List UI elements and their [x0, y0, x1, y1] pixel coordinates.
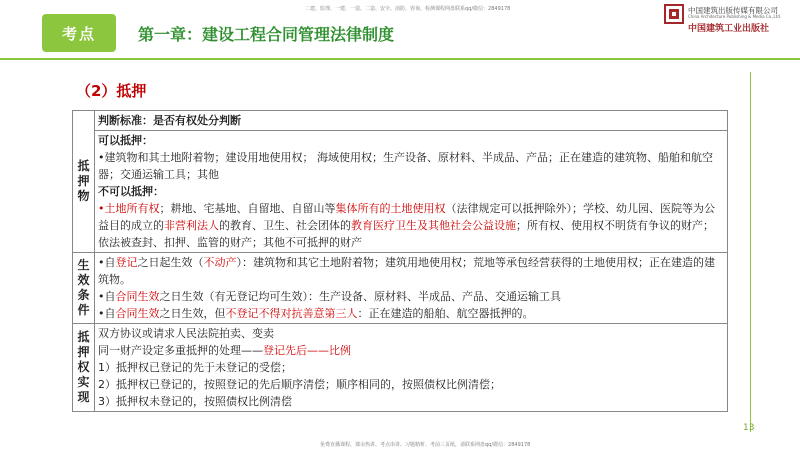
label-realization: 抵 押 权 实 现 — [73, 324, 95, 412]
bottom-watermark: 免费直播课程、课余热讲、考点串讲、习题精析、考前三页纸，请联系网盘qq/微信：2849178 — [320, 442, 531, 448]
label-effective-conditions: 生 效 条 件 — [73, 253, 95, 324]
chapter-title: 第一章：建设工程合同管理法律制度 — [138, 25, 395, 44]
table-row — [73, 324, 728, 412]
top-watermark: 二建、监理、一建、一造、二造、安全、消防、咨询、检测课程网盘联系qq/微信：2849178 — [305, 6, 511, 12]
table-row — [73, 131, 728, 253]
kaodian-badge: 考点 — [42, 14, 116, 52]
label-mortgage-property: 抵 押 物 — [73, 111, 95, 253]
publisher-logo-icon — [664, 4, 684, 24]
section-title: （2）抵押 — [76, 82, 147, 100]
right-accent-line — [750, 72, 751, 432]
effective-conditions-cell: •自登记之日起生效（不动产）：建筑物和其它土地附着物；建筑用地使用权；荒地等承包经营获得的土地使用权；正在建造的建筑物。 •自合同生效之日生效（有无登记均可生效）：生产设备、原材料、半成品、产品、交通运输工具 •自合同生效之日生效，但不登记不得对抗善意第三人：正在建造的船舶、航空器抵押的。 — [95, 253, 728, 324]
mortgage-property-cell: 可以抵押： •建筑物和其土地附着物；建设用地使用权； 海域使用权；生产设备、原材料、半成品、产品；正在建造的建筑物、船舶和航空器；交通运输工具；其他 不可以抵押： •土地所有权；耕地、宅基地、自留地、自留山等集体所有的土地使用权（法律规定可以抵押除外）；学校、幼儿园、医院等为公益目的成立的非营利法人的教育、卫生、社会团体的教育医疗卫生及其他社会公益设施；所有权、使用权不明货有争议的财产；依法被查封、扣押、监管的财产；其他不可抵押的财产 — [95, 131, 728, 253]
publisher-name-cn: 中国建筑出版传媒有限公司 — [688, 6, 778, 15]
realization-cell: 双方协议或请求人民法院拍卖、变卖 同一财产设定多重抵押的处理——登记先后——比例 1）抵押权已登记的先于未登记的受偿； 2）抵押权已登记的，按照登记的先后顺序清偿；顺序相同的，按照债权比例清偿； 3）抵押权未登记的，按照债权比例清偿 — [95, 324, 728, 412]
table-row — [73, 111, 728, 131]
page-number: 13 — [743, 423, 755, 433]
table-row — [73, 253, 728, 324]
criterion-cell: 判断标准：是否有权处分判断 — [95, 111, 728, 131]
mortgage-table — [72, 110, 728, 412]
publisher-brand: 中国建筑工业出版社 — [688, 24, 770, 34]
publisher-name-en: China Architecture Publishing & Media Co.,Ltd. — [688, 14, 782, 19]
header-divider — [0, 58, 800, 60]
